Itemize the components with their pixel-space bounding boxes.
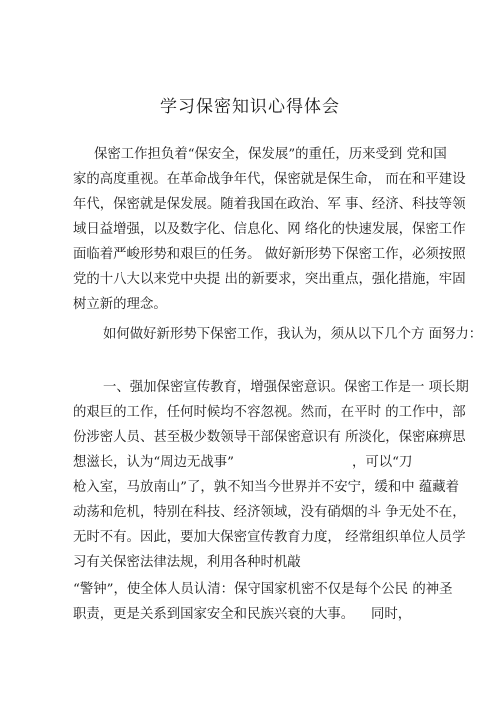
paragraph-line: 面临着严峻形势和艰巨的任务。 做好新形势下保密工作，必须按照 (73, 247, 466, 262)
paragraph-line: 树立新的理念。 (73, 297, 167, 312)
paragraph-line: 动荡和危机，特别在科技、经济领域，没有硝烟的斗 争无处不在， (73, 505, 466, 520)
paragraph-line: 家的高度重视。在革命战争年代，保密就是保生命， 而在和平建设 (73, 172, 466, 187)
paragraph-line: 保密工作担负着“保安全，保发展”的重任，历来受到 党和国 (94, 147, 447, 162)
paragraph-line: 无时不有。因此，要加大保密宣传教育力度， 经常组织单位人员学 (73, 530, 466, 545)
paragraph-line: 党的十八大以来党中央提 出的新要求，突出重点，强化措施，牢固 (73, 272, 466, 287)
paragraph-line: 职责，更是关系到国家安全和民族兴衰的大事。 (73, 607, 355, 622)
paragraph-line: 想滋长，认为“周边无战事” (73, 455, 234, 470)
paragraph-line: 同时， (371, 607, 412, 622)
paragraph-line: 习有关保密法律法规，利用各种时机敲 (73, 555, 301, 570)
document-title: 学习保密知识心得体会 (160, 97, 340, 117)
paragraph-line: 如何做好新形势下保密工作，我认为，须从以下几个方 面努力： (103, 327, 483, 342)
paragraph-line: 年代，保密就是保发展。随着我国在政治、军 事、经济、科技等领 (73, 197, 466, 212)
paragraph-line: 份涉密人员、甚至极少数领导干部保密意识有 所淡化，保密麻痹思 (73, 430, 466, 445)
paragraph-line: 的艰巨的工作，任何时候均不容忽视。然而，在平时 的工作中，部 (73, 405, 466, 420)
paragraph-line: “警钟”，使全体人员认清：保守国家机密不仅是每个公民 的神圣 (73, 582, 453, 597)
paragraph-line: ，可以“刀 (352, 455, 413, 470)
paragraph-line: 域日益增强，以及数字化、信息化、网 络化的快速发展，保密工作 (73, 222, 466, 237)
paragraph-line: 一、强加保密宣传教育，增强保密意识。保密工作是一 项长期 (103, 380, 469, 395)
paragraph-line: 枪入室，马放南山”了，孰不知当今世界并不安宁，缓和中 蕴藏着 (73, 480, 460, 495)
